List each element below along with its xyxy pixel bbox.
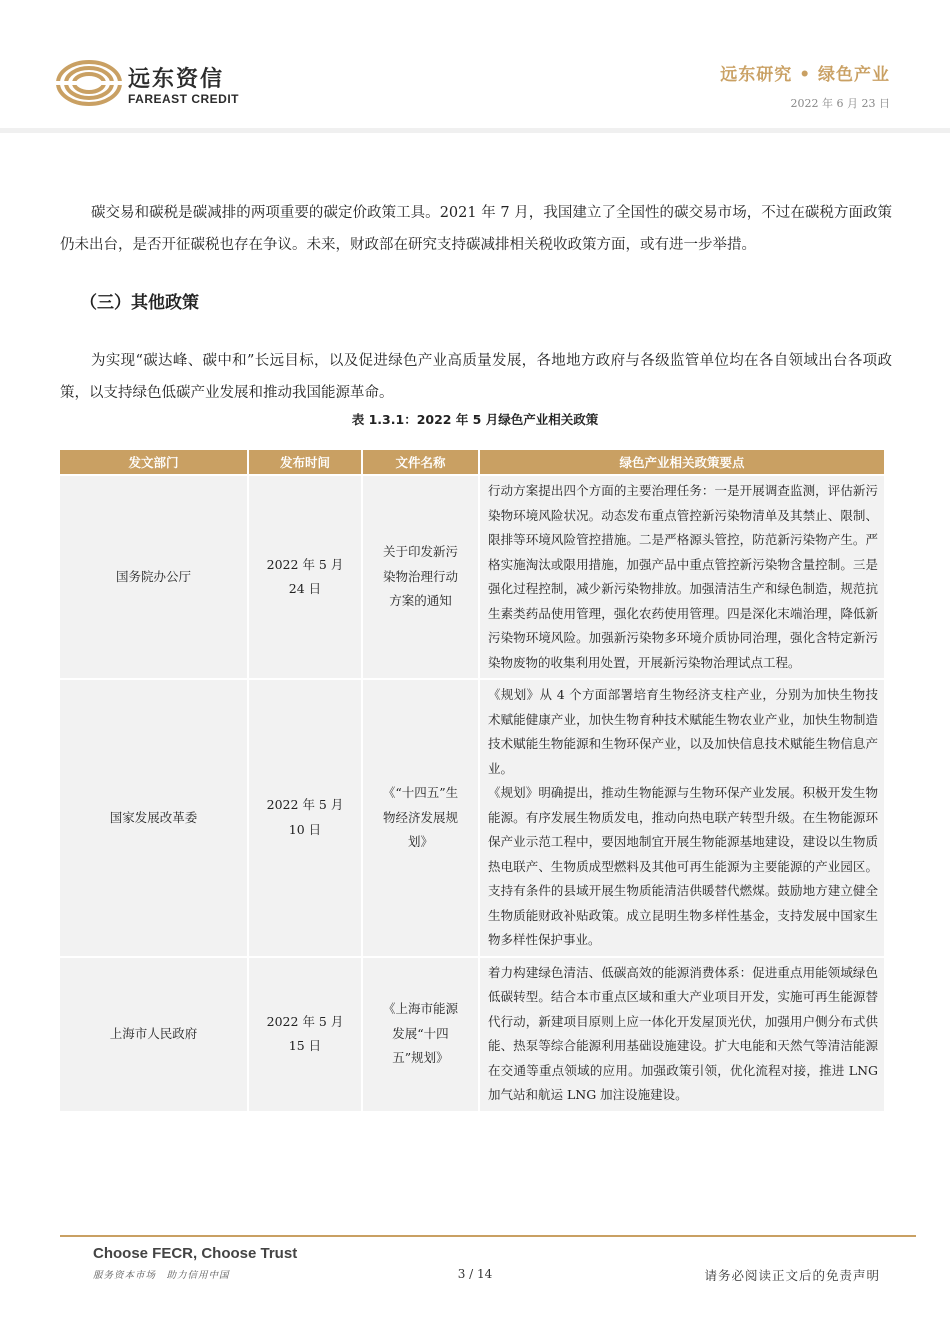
header-date: 2022 年 6 月 23 日: [790, 97, 890, 110]
header-title: 远东研究 • 绿色产业: [720, 65, 890, 85]
col-header-date: 发布时间: [248, 450, 362, 475]
col-header-dept: 发文部门: [60, 450, 248, 475]
cell-dept: 国务院办公厅: [60, 475, 248, 679]
page-number: 3 / 14: [457, 1267, 493, 1281]
cell-date: 2022 年 5 月 10 日: [248, 679, 362, 957]
table-caption: 表 1.3.1：2022 年 5 月绿色产业相关政策: [351, 412, 599, 427]
table-row: [60, 679, 884, 957]
footer-divider: [60, 1235, 916, 1237]
cell-points: [479, 679, 884, 957]
policy-table: [60, 450, 884, 1111]
paragraph-other-policies: 为实现“碳达峰、碳中和”长远目标，以及促进绿色产业高质量发展，各地地方政府与各级监管单位均在各自领域出台各项政策，以支持绿色低碳产业发展和推动我国能源革命。: [60, 352, 892, 401]
cell-points-para-1: 《规划》从 4 个方面部署培育生物经济支柱产业，分别为加快生物技术赋能健康产业，加快生物育种技术赋能生物农业产业，加快生物制造技术赋能生物能源和生物环保产业，以及加快信息技术赋能生物信息产业。: [488, 687, 878, 776]
header-divider: [0, 128, 950, 133]
cell-doc: 《“十四五”生物经济发展规划》: [362, 679, 479, 957]
cell-points: 行动方案提出四个方面的主要治理任务：一是开展调查监测，评估新污染物环境风险状况。动态发布重点管控新污染物清单及其禁止、限制、限排等环境风险管控措施。二是严格源头管控，防范新污染物产生。严格实施淘汰或限用措施，加强产品中重点管控新污染物含量控制。三是强化过程控制，减少新污染物排放。加强清洁生产和绿色制造，规范抗生素类药品使用管理，强化农药使用管理。四是深化末端治理，降低新污染物环境风险。加强新污染物多环境介质协同治理，强化含特定新污染物废物的收集利用处置，开展新污染物治理试点工程。: [479, 475, 884, 679]
cell-date: 2022 年 5 月 15 日: [248, 957, 362, 1111]
cell-doc: 《上海市能源发展“十四五”规划》: [362, 957, 479, 1111]
col-header-points: 绿色产业相关政策要点: [479, 450, 884, 475]
cell-dept: 上海市人民政府: [60, 957, 248, 1111]
cell-points-para-2: 《规划》明确提出，推动生物能源与生物环保产业发展。积极开发生物能源。有序发展生物质发电，推动向热电联产转型升级。在生物能源环保产业示范工程中，要因地制宜开展生物能源基地建设，建设以生物质热电联产、生物质成型燃料及其他可再生能源为主要能源的产业园区。支持有条件的县域开展生物质能清洁供暖替代燃煤。鼓励地方建立健全生物质能财政补贴政策。成立昆明生物多样性基金，支持发展中国家生物多样性保护事业。: [488, 785, 878, 947]
paragraph-carbon-pricing: 碳交易和碳税是碳减排的两项重要的碳定价政策工具。2021 年 7 月，我国建立了全国性的碳交易市场，不过在碳税方面政策仍未出台，是否开征碳税也存在争议。未来，财政部在研究支持碳减排相关税收政策方面，或有进一步举措。: [60, 204, 892, 253]
footer-slogan-en: Choose FECR, Choose Trust: [93, 1245, 298, 1262]
section-title: （三）其他政策: [80, 293, 199, 313]
col-header-doc: 文件名称: [362, 450, 479, 475]
logo-text-cn: 远东资信: [128, 67, 225, 92]
cell-doc: 关于印发新污染物治理行动方案的通知: [362, 475, 479, 679]
cell-date: 2022 年 5 月 24 日: [248, 475, 362, 679]
page-header: [0, 0, 950, 135]
table-row: [60, 475, 884, 679]
table-header-row: [60, 450, 884, 475]
cell-points: 着力构建绿色清洁、低碳高效的能源消费体系：促进重点用能领域绿色低碳转型。结合本市重点区域和重大产业项目开发，实施可再生能源替代行动，新建项目原则上应一体化开发屋顶光伏，加强用户侧分布式供能、热泵等综合能源利用基础设施建设。扩大电能和天然气等清洁能源在交通等重点领域的应用。加强政策引领，优化流程对接，推进 LNG 加气站和航运 LNG 加注设施建设。: [479, 957, 884, 1111]
table-row: [60, 957, 884, 1111]
logo-text-en: FAREAST CREDIT: [128, 92, 240, 106]
fareast-logo-icon: [55, 58, 125, 108]
cell-dept: 国家发展改革委: [60, 679, 248, 957]
footer-slogan-cn: 服务资本市场 助力信用中国: [93, 1270, 230, 1281]
disclaimer-note: 请务必阅读正文后的免责声明: [704, 1268, 880, 1283]
